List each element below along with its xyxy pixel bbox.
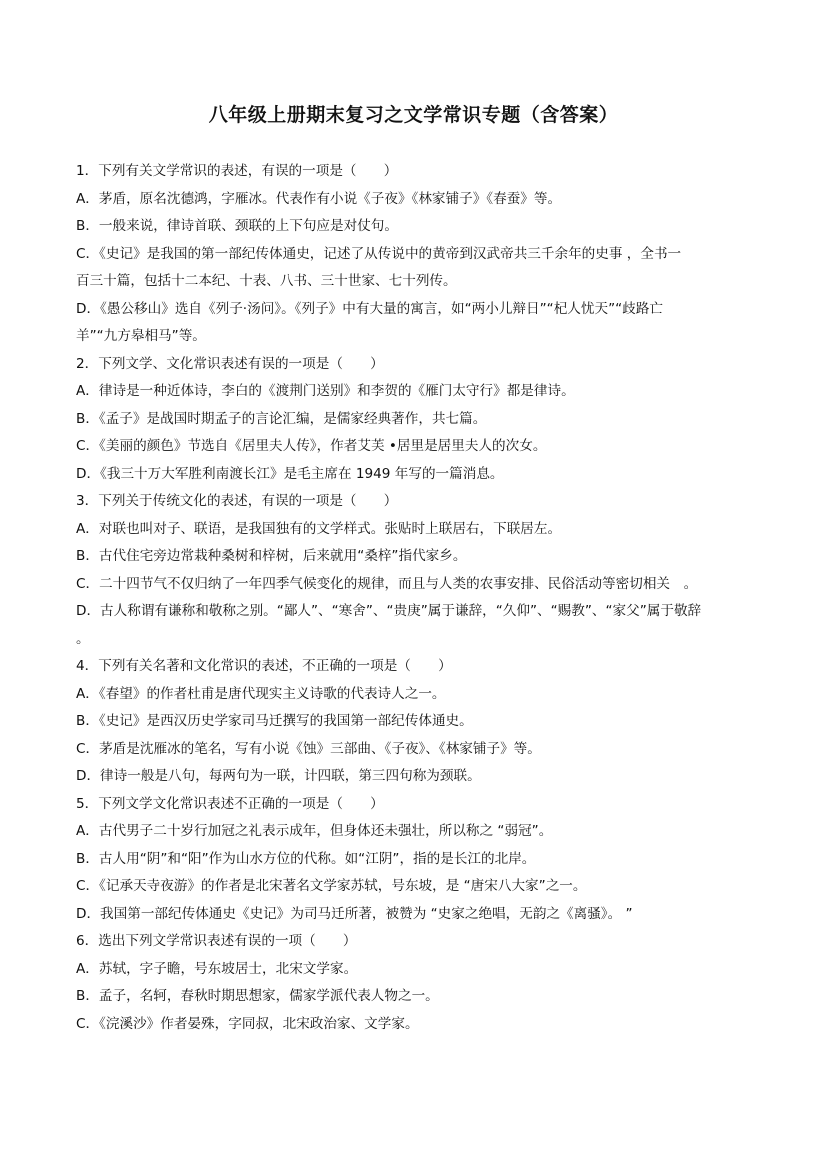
text-line: B．古代住宅旁边常栽种桑树和梓树，后来就用“桑梓”指代家乡。	[76, 548, 467, 564]
text-line: B．一般来说，律诗首联、颈联的上下句应是对仗句。	[76, 218, 398, 234]
text-line: B．孟子，名轲，春秋时期思想家，儒家学派代表人物之一。	[76, 988, 439, 1004]
text-line: C．《美丽的颜色》节选自《居里夫人传》，作者艾芙 •居里是居里夫人的次女。	[76, 438, 547, 454]
text-line: 5．下列文学文化常识表述不正确的一项是（ ）	[76, 795, 384, 812]
text-line: C．二十四节气不仅归纳了一年四季气候变化的规律，而且与人类的农事安排、民俗活动等密切相关 。	[76, 575, 698, 592]
text-line: A．茅盾，原名沈德鸿，字雁冰。代表作有小说《子夜》《林家铺子》《春蚕》等。	[76, 190, 562, 207]
text-line: A．对联也叫对子、联语，是我国独有的文学样式。张贴时上联居右，下联居左。	[76, 520, 562, 537]
text-line: C．《浣溪沙》作者晏殊，字同叔，北宋政治家、文学家。	[76, 1015, 419, 1032]
text-line: A．古代男子二十岁行加冠之礼表示成年，但身体还未强壮，所以称之 “弱冠”。	[76, 823, 553, 839]
text-line: D．律诗一般是八句，每两句为一联，计四联，第三四句称为颈联。	[76, 768, 481, 784]
text-line: 1．下列有关文学常识的表述，有误的一项是（ ）	[76, 163, 398, 179]
text-line: D．《愚公移山》选自《列子·汤问》。《列子》中有大量的寓言，如“两小儿辩日”“杞人忧天”“歧路亡	[76, 300, 663, 317]
page-title: 八年级上册期末复习之文学常识专题（含答案）	[208, 104, 619, 126]
text-line: 百三十篇，包括十二本纪、十表、八书、三十世家、七十列传。	[76, 273, 457, 289]
text-line: B．古人用“阴”和“阳”作为山水方位的代称。如“江阴”，指的是长江的北岸。	[76, 850, 536, 867]
text-line: A．律诗是一种近体诗，李白的《渡荆门送别》和李贺的《雁门太守行》都是律诗。	[76, 383, 575, 399]
text-line: 6．选出下列文学常识表述有误的一项（ ）	[76, 933, 357, 949]
text-line: B．《史记》是西汉历史学家司马迁撰写的我国第一部纪传体通史。	[76, 713, 473, 729]
text-line: 2．下列文学、文化常识表述有误的一项是（ ）	[76, 355, 384, 372]
text-line: C．《记承天寺夜游》的作者是北宋著名文学家苏轼，号东坡，是 “唐宋八大家”之一。	[76, 878, 587, 894]
text-line: C．《史记》是我国的第一部纪传体通史，记述了从传说中的黄帝到汉武帝共三千余年的史事 ，全书一	[76, 245, 682, 262]
text-line: D．古人称谓有谦称和敬称之别。“鄙人”、“寒舍”、“贵庚”属于谦辞，“久仰”、“赐教”、“家父”属于敬辞	[76, 603, 702, 619]
text-line: 羊”“九方皋相马”等。	[76, 328, 206, 344]
text-line: C．茅盾是沈雁冰的笔名，写有小说《蚀》三部曲、《子夜》、《林家铺子》等。	[76, 740, 541, 757]
text-line: 4．下列有关名著和文化常识的表述，不正确的一项是（ ）	[76, 658, 452, 674]
text-line: 。	[76, 630, 90, 647]
text-line: D．《我三十万大军胜利南渡长江》是毛主席在 1949 年写的一篇消息。	[76, 465, 504, 482]
document-body	[76, 158, 756, 1038]
text-line: B．《孟子》是战国时期孟子的言论汇编，是儒家经典著作，共七篇。	[76, 410, 487, 427]
text-line: A．《春望》的作者杜甫是唐代现实主义诗歌的代表诗人之一。	[76, 685, 446, 702]
text-line: D．我国第一部纪传体通史《史记》为司马迁所著，被赞为 “史家之绝唱，无韵之《离骚》。 ”	[76, 905, 633, 922]
text-line: A．苏轼，字子瞻，号东坡居士，北宋文学家。	[76, 960, 358, 977]
text-line: 3．下列关于传统文化的表述，有误的一项是（ ）	[76, 493, 398, 509]
